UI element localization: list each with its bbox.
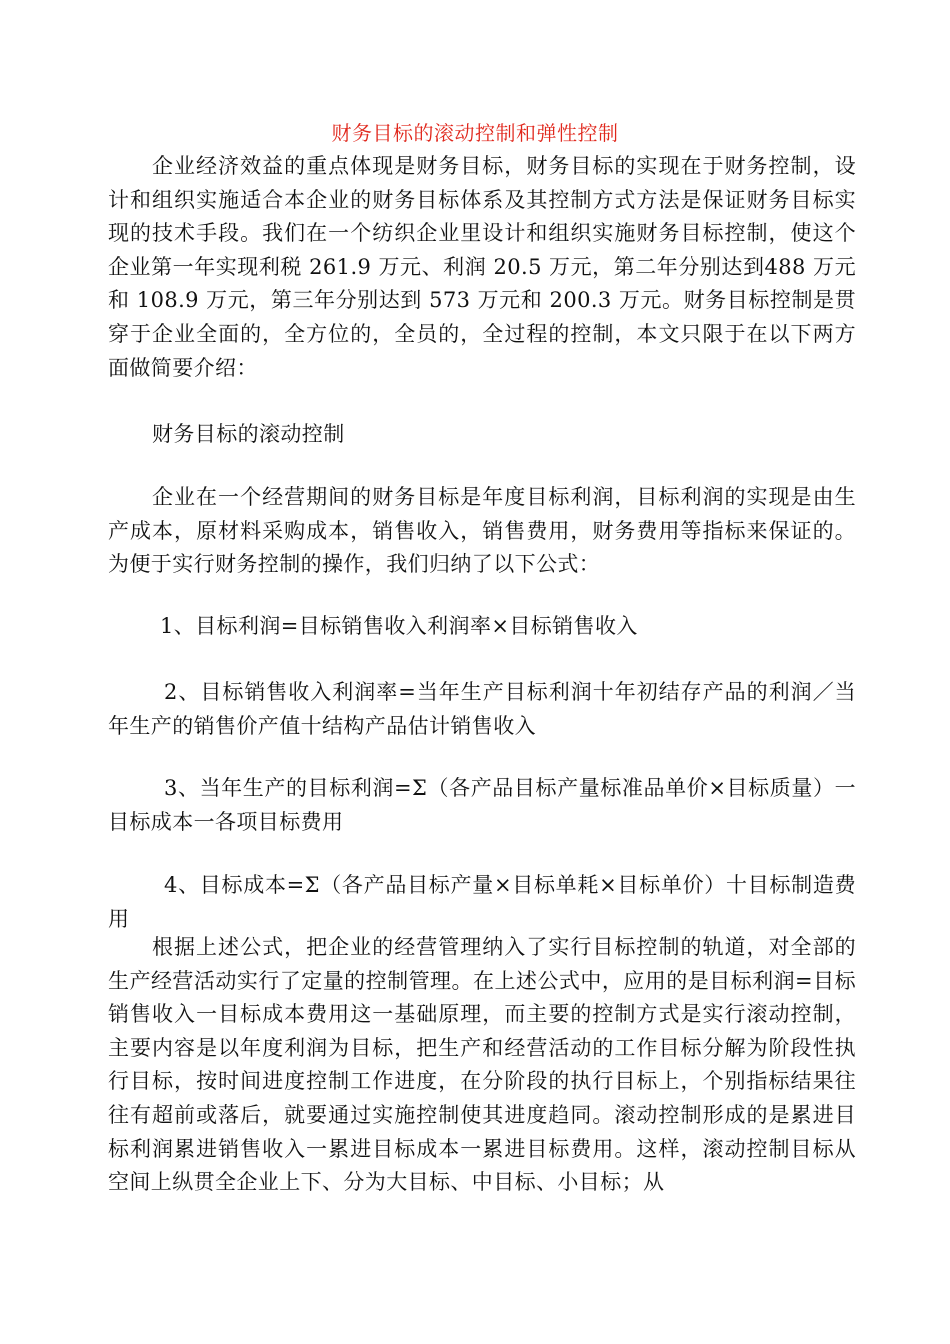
formula-2: 2、目标销售收入利润率=当年生产目标利润十年初结存产品的利润／当年生产的销售价产值十结构产品估计销售收入 [108, 680, 856, 738]
body-paragraph: 根据上述公式，把企业的经营管理纳入了实行目标控制的轨道，对全部的生产经营活动实行了定量的控制管理。在上述公式中，应用的是目标利润=目标销售收入一目标成本费用这一基础原理，而主要的控制方式是实行滚动控制，主要内容是以年度利润为目标，把生产和经营活动的工作目标分解为阶段性执行目标，按时间进度控制工作进度，在分阶段的执行目标上，个别指标结果往往有超前或落后，就要通过实施控制使其进度趋同。滚动控制形成的是累进目标利润累进销售收入一累进目标成本一累进目标费用。这样，滚动控制目标从空间上纵贯全企业上下、分为大目标、中目标、小目标；从 [108, 935, 856, 1195]
formula-4: 4、目标成本=Σ（各产品目标产量×目标单耗×目标单价）十目标制造费用 [108, 873, 856, 931]
section-intro-paragraph: 企业在一个经营期间的财务目标是年度目标利润，目标利润的实现是由生产成本，原材料采购成本，销售收入，销售费用，财务费用等指标来保证的。为便于实行财务控制的操作，我们归纳了以下公式： [108, 485, 856, 577]
section-heading: 财务目标的滚动控制 [152, 422, 345, 446]
document-title: 财务目标的滚动控制和弹性控制 [331, 121, 619, 145]
formula-1: 1、目标利润=目标销售收入利润率×目标销售收入 [160, 614, 638, 638]
intro-paragraph: 企业经济效益的重点体现是财务目标，财务目标的实现在于财务控制，设计和组织实施适合本企业的财务目标体系及其控制方式方法是保证财务目标实现的技术手段。我们在一个纺织企业里设计和组织实施财务目标控制，使这个企业第一年实现利税 261.9 万元、利润 20.5 万元，第二年分别达到488 万元和 108.9 万元，第三年分别达到 573 万元和 200.3 万元。财务目标控制是贯穿于企业全面的，全方位的，全员的，全过程的控制，本文只限于在以下两方面做简要介绍： [108, 154, 856, 380]
formula-3: 3、当年生产的目标利润=Σ（各产品目标产量标准品单价×目标质量）一目标成本一各项目标费用 [108, 776, 856, 834]
